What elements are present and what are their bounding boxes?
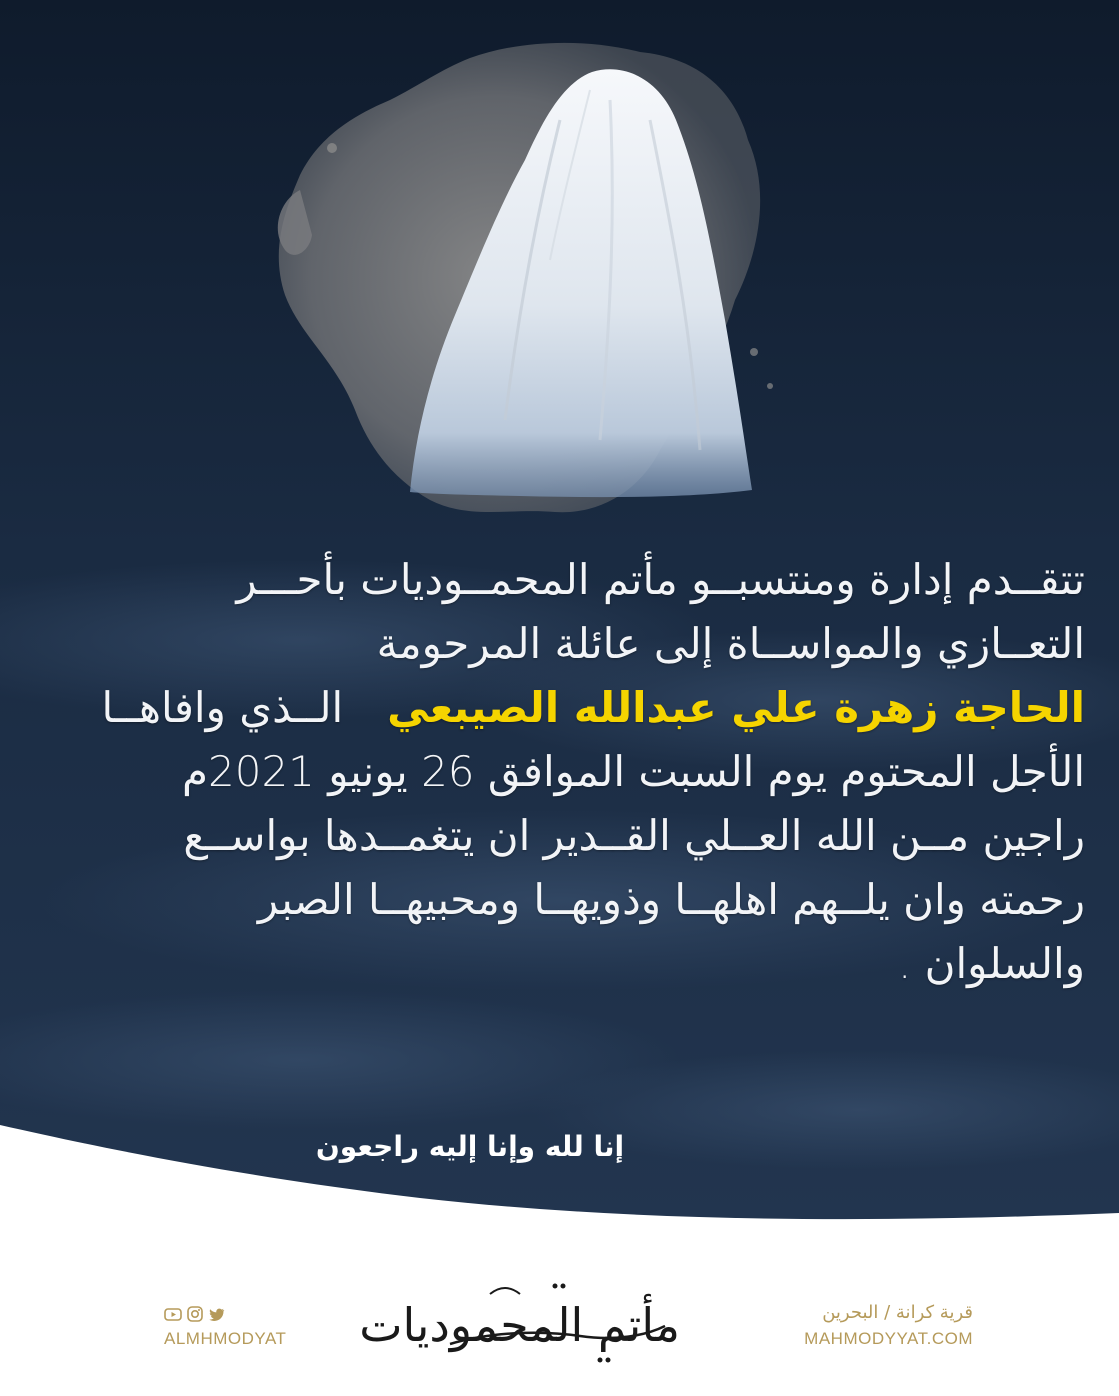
social-handle[interactable]: ALMHMODYAT: [164, 1329, 287, 1348]
youtube-icon[interactable]: [164, 1305, 182, 1323]
logo-text: مأتم المحموديات: [359, 1298, 680, 1352]
message-line-2: التعــازي والمواســاة إلى عائلة المرحومة: [376, 619, 1085, 668]
contact-block: [804, 1302, 973, 1349]
condolence-message: [40, 548, 1085, 996]
message-line-5: راجين مــن الله العــلي القــدير ان يتغمــدها بواســع: [183, 811, 1085, 860]
name-suffix: الــذي وافاهــا: [101, 683, 344, 732]
location-label: قرية كرانة / البحرين: [822, 1302, 973, 1323]
twitter-icon[interactable]: [208, 1305, 226, 1323]
website-link[interactable]: MAHMODYYAT.COM: [804, 1329, 973, 1348]
deceased-name: الحاجة زهرة علي عبدالله الصيبعي: [387, 683, 1085, 732]
message-line-7: والسلوان .: [897, 939, 1085, 988]
deceased-name-line: [40, 676, 1085, 740]
logo: [359, 1272, 680, 1376]
closing-verse: إنا لله وإنا إليه راجعون: [315, 1130, 625, 1163]
social-icons: [164, 1305, 286, 1323]
social-block: [164, 1305, 286, 1349]
instagram-icon[interactable]: [186, 1305, 204, 1323]
message-line-6: رحمته وان يلــهم اهلهــا وذويهــا ومحبيهــا الصبر: [257, 875, 1085, 924]
message-line-4: الأجل المحتوم يوم السبت الموافق 26 يونيو 2021م: [182, 747, 1085, 796]
message-line-1: تتقــدم إدارة ومنتسبــو مأتم المحمــوديات بأحـــر: [236, 555, 1085, 604]
